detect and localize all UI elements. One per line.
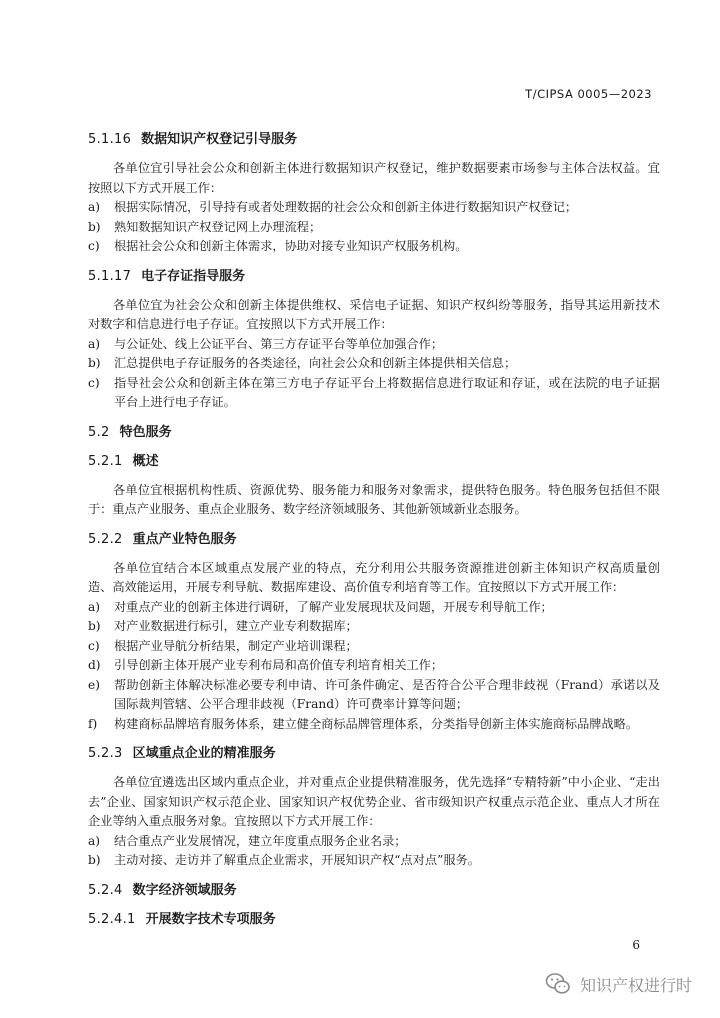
section-paragraph: 各单位宜根据机构性质、资源优势、服务能力和服务对象需求，提供特色服务。特色服务包括但不限于：重点产业服务、重点企业服务、数字经济领域服务、其他新领域新业态服务。 [88,482,660,516]
list-item-text: 对产业数据进行标引，建立产业专利数据库； [114,619,358,633]
list-item [88,676,660,715]
list-item [88,354,660,374]
section-heading [88,881,660,900]
section-title: 数据知识产权登记引导服务 [141,132,298,147]
list-item-text: 指导社会公众和创新主体在第三方电子存证平台上将数据信息进行取证和存证，或在法院的电子证据平台上进行电子存证。 [114,375,660,409]
section-paragraph: 各单位宜为社会公众和创新主体提供维权、采信电子证据、知识产权纠纷等服务，指导其运用新技术对数字和信息进行电子存证。宜按照以下方式开展工作： [88,297,660,331]
page-number: 6 [632,938,640,952]
watermark-text: 知识产权进行时 [579,975,692,995]
section-heading [88,744,660,763]
section-paragraph: 各单位宜结合本区域重点发展产业的特点，充分利用公共服务资源推进创新主体知识产权高质量创造、高效能运用，开展专利导航、数据库建设、高价值专利培育等工作。宜按照以下方式开展工作： [88,560,660,594]
list-item-text: 帮助创新主体解决标准必要专利申请、许可条件确定、是否符合公平合理非歧视（Frand）承诺以及国际裁判管辖、公平合理非歧视（Frand）许可费率计算等问题； [114,677,660,711]
section-heading [88,530,660,549]
list-item [88,598,660,618]
section-title: 区域重点企业的精准服务 [132,746,276,761]
list-marker: d) [88,658,101,672]
document-id: T/CIPSA 0005—2023 [525,87,652,101]
watermark [544,970,692,998]
section-heading [88,910,660,929]
list-marker: e) [88,677,100,692]
list-item [88,715,660,735]
list-item-text: 根据实际情况，引导持有或者处理数据的社会公众和创新主体进行数据知识产权登记； [114,200,578,214]
section-title: 数字经济领域服务 [132,882,237,898]
list-item [88,656,660,676]
section-paragraph: 各单位宜遴选出区域内重点企业，并对重点企业提供精准服务，优先选择“专精特新”中小企业、“走出去”企业、国家知识产权示范企业、国家知识产权优势企业、省市级知识产权重点示范企业、重点人才所在企业等纳入重点服务对象。宜按照以下方式开展工作： [88,775,660,828]
section-paragraph: 各单位宜引导社会公众和创新主体进行数据知识产权登记，维护数据要素市场参与主体合法权益。宜按照以下方式开展工作： [88,161,660,195]
list-item [88,374,660,413]
list-marker: a) [88,833,101,848]
list-item [88,198,660,218]
list-marker: c) [88,239,100,253]
list-marker: b) [88,356,101,370]
list-marker: a) [88,599,101,614]
section-number: 5.2.1 [88,453,123,469]
list-item [88,617,660,637]
list-marker: f) [88,716,98,731]
list-item-text: 根据产业导航分析结果，制定产业培训课程； [114,638,358,653]
list-item-text: 主动对接、走访并了解重点企业需求，开展知识产权“点对点”服务。 [114,853,480,867]
list-marker: a) [88,200,101,214]
section-title: 重点产业特色服务 [132,531,237,547]
list-item-text: 引导创新主体开展产业专利布局和高价值专利培育相关工作； [114,658,444,672]
section-heading [88,267,660,286]
list-item [88,218,660,238]
list-item [88,335,660,355]
section-title: 概述 [132,453,159,469]
document-body [88,130,660,939]
section-number: 5.2.2 [88,531,123,547]
list-marker: a) [88,336,101,351]
list-marker: b) [88,619,101,633]
list-item-text: 汇总提供电子存证服务的各类途径，向社会公众和创新主体提供相关信息； [114,356,517,370]
list-item-text: 熟知数据知识产权登记网上办理流程； [114,219,322,234]
wechat-icon [544,970,572,998]
list-marker: c) [88,638,100,653]
list-marker: b) [88,853,101,867]
list-item [88,237,660,257]
section-number: 5.1.16 [88,132,132,147]
list-marker: c) [88,375,100,390]
section-title: 特色服务 [119,424,172,440]
list-item [88,832,660,852]
list-item [88,851,660,871]
section-number: 5.2 [88,424,110,440]
list-item-text: 与公证处、线上公证平台、第三方存证平台等单位加强合作； [114,336,444,351]
section-heading [88,130,660,149]
section-title: 电子存证指导服务 [141,268,246,284]
section-heading [88,423,660,442]
list-item-text: 构建商标品牌培育服务体系，建立健全商标品牌管理体系，分类指导创新主体实施商标品牌战略。 [114,716,639,731]
list-marker: b) [88,219,101,234]
section-number: 5.2.4.1 [88,911,136,927]
list-item-text: 结合重点产业发展情况，建立年度重点服务企业名录； [114,833,407,848]
section-number: 5.1.17 [88,268,132,284]
list-item-text: 根据社会公众和创新主体需求，协助对接专业知识产权服务机构。 [114,239,468,253]
section-number: 5.2.4 [88,882,123,898]
list-item-text: 对重点产业的创新主体进行调研，了解产业发展现状及问题，开展专利导航工作； [114,599,553,614]
section-heading [88,452,660,471]
list-item [88,637,660,657]
section-title: 开展数字技术专项服务 [145,911,276,927]
section-number: 5.2.3 [88,746,123,761]
